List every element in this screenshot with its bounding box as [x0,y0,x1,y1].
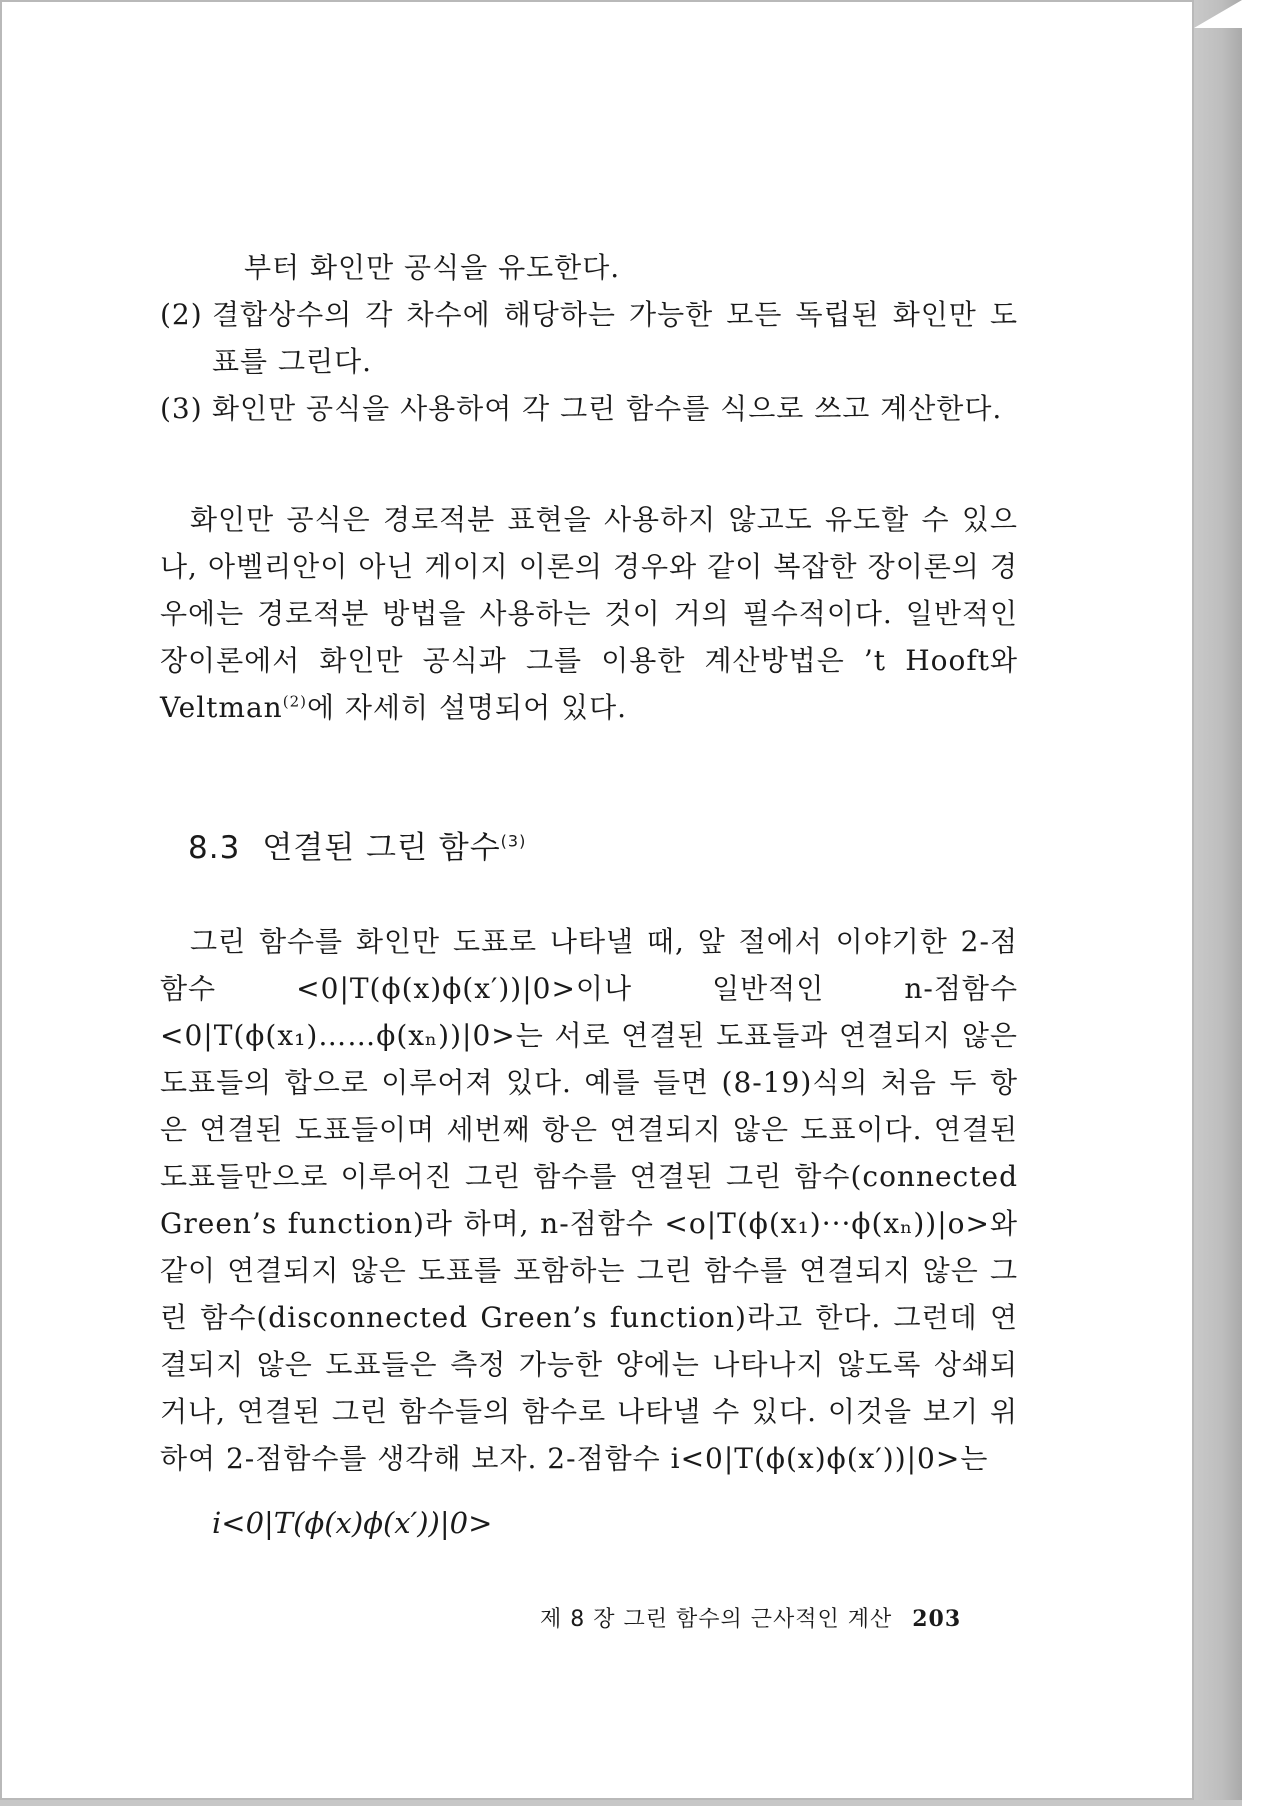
paragraph-body: 화인만 공식은 경로적분 표현을 사용하지 않고도 유도할 수 있으나, 아벨리안이 아닌 게이지 이론의 경우와 같이 복잡한 장이론의 경우에는 경로적분 방법을 사용하는 것이 거의 필수적이다. 일반적인 장이론에서 화인만 공식과 그를 이용한 계산방법은 ’t Hooft와 Veltman [160,503,1018,724]
running-head: 제 8 장 그린 함수의 근사적인 계산 [540,1607,893,1632]
list-item-text: 화인만 공식을 사용하여 각 그린 함수를 식으로 쓰고 계산한다. [212,392,1003,425]
list-item [160,291,1018,385]
page-number: 203 [912,1606,962,1632]
page-footer [540,1602,961,1633]
page-corner [1194,0,1281,28]
page-stack-edge [1194,0,1242,1806]
list-item-text: 결합상수의 각 차수에 해당하는 가능한 모든 독립된 화인만 도표를 그린다. [212,298,1018,378]
list-continuation: 부터 화인만 공식을 유도한다. [244,251,621,284]
section-number: 8.3 [188,830,241,866]
reference-mark: (2) [282,692,307,711]
paragraph-connected-green [160,918,1018,1482]
list-item-number: (2) [160,298,203,331]
list-item [160,385,1018,432]
paragraph-feynman-rules [160,496,1018,731]
paragraph-tail: 에 자세히 설명되어 있다. [306,691,628,724]
list-item-number: (3) [160,392,203,425]
paragraph-text [160,496,1018,731]
display-formula: i<0|T(ϕ(x)ϕ(x′))|0> [212,1506,493,1540]
section-heading [188,822,526,867]
page-bottom-edge [0,1800,1242,1806]
top-list [160,244,1018,432]
section-title: 연결된 그린 함수 [262,830,501,866]
paragraph-text: 그린 함수를 화인만 도표로 나타낼 때, 앞 절에서 이야기한 2-점함수 <0|T(ϕ(x)ϕ(x′))|0>이나 일반적인 n-점함수 <0|T(ϕ(x₁)……ϕ(xₙ))|0>는 서로 연결된 도표들과 연결되지 않은 도표들의 합으로 이루어져 있다. 예를 들면 (8-19)식의 처음 두 항은 연결된 도표들이며 세번째 항은 연결되지 않은 도표이다. 연결된 도표들만으로 이루어진 그린 함수를 연결된 그린 함수(connected Green’s function)라 하며, n-점함수 <o|T(ϕ(x₁)···ϕ(xₙ))|o>와 같이 연결되지 않은 도표를 포함하는 그린 함수를 연결되지 않은 그린 함수(disconnected Green’s function)라고 한다. 그런데 연결되지 않은 도표들은 측정 가능한 양에는 나타나지 않도록 상쇄되거나, 연결된 그린 함수들의 함수로 나타낼 수 있다. 이것을 보기 위하여 2-점함수를 생각해 보자. 2-점함수 i<0|T(ϕ(x)ϕ(x′))|0>는 [160,925,1018,1475]
section-reference: (3) [500,831,527,851]
